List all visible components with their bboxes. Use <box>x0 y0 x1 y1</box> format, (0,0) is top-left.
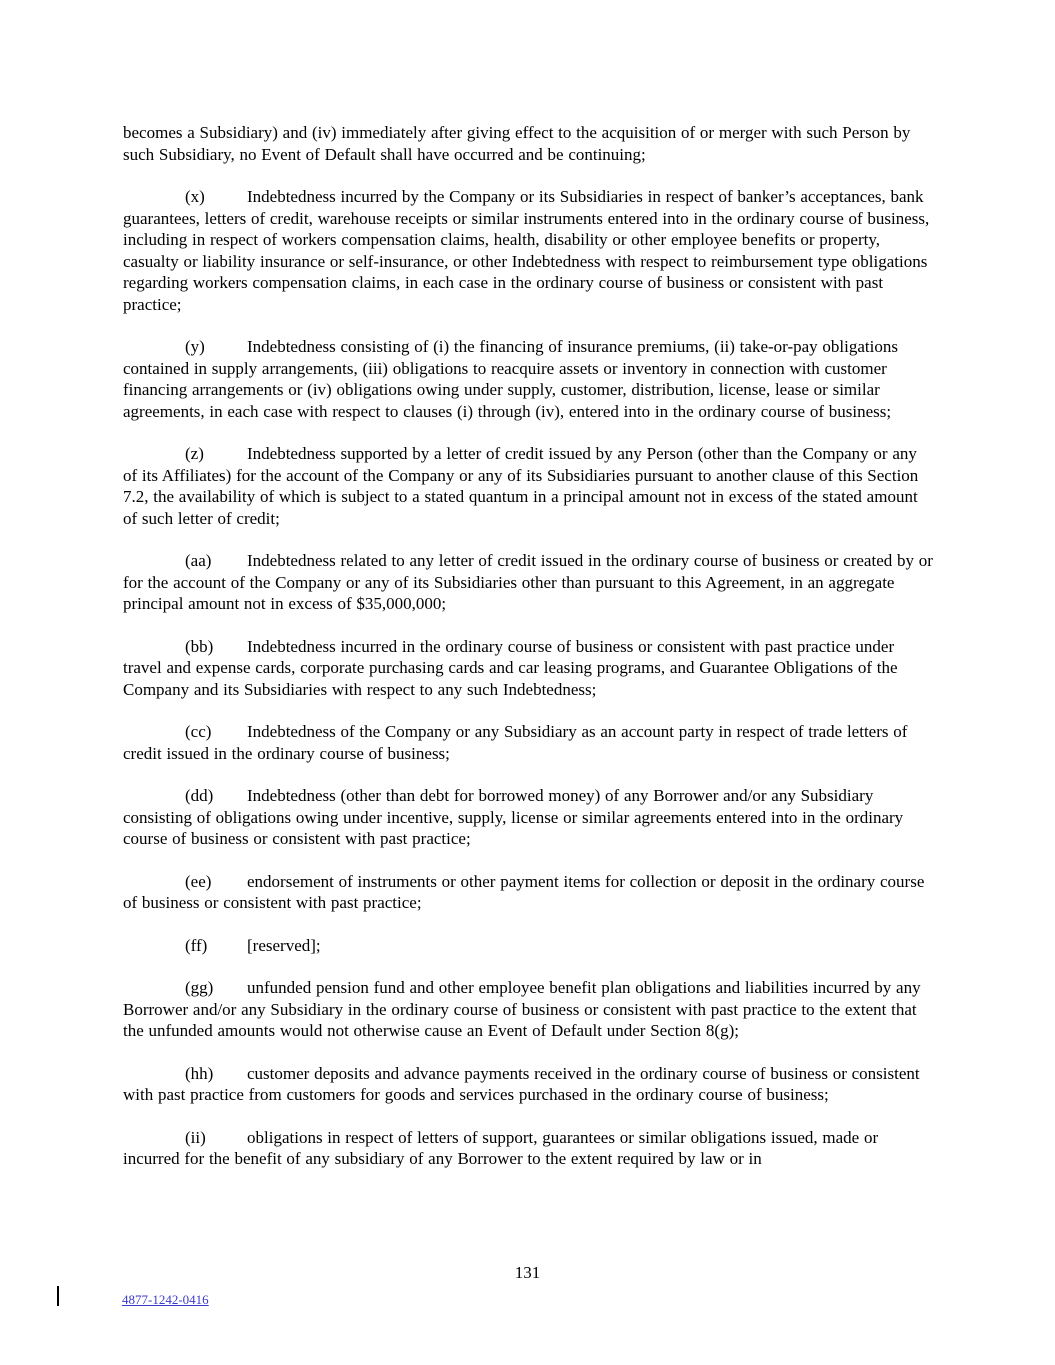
clause-label: (z) <box>185 444 204 463</box>
clause-label: (ee) <box>185 871 212 891</box>
clause-paragraph: (ee) endorsement of instruments or other payment items for collection or deposit in the ordinary course of business or consistent with past practice; <box>123 871 925 912</box>
clause-paragraph: (y) Indebtedness consisting of (i) the financing of insurance premiums, (ii) take-or-pay obligations contained in supply arrangements, (iii) obligations to reacquire assets or inventory in connection with customer financing arrangements or (iv) obligations owing under supply, customer, distribution, license, lease or similar agreements, in each case with respect to clauses (i) through (iv), entered into in the ordinary course of business; <box>123 337 898 421</box>
clause-label: (cc) <box>185 722 212 741</box>
clause-paragraph: (ii) obligations in respect of letters of support, guarantees or similar obligations issued, made or incurred for the benefit of any subsidiary of any Borrower to the extent required by law or in <box>123 1127 879 1168</box>
document-body <box>123 122 935 1170</box>
clause-label: (ff) <box>185 935 208 955</box>
clause-paragraph: (gg) unfunded pension fund and other employee benefit plan obligations and liabilities incurred by any Borrower and/or any Subsidiary in the ordinary course of business or consistent with past practice to the extent that the unfunded amounts would not otherwise cause an Event of Default under Section 8(g); <box>123 978 921 1040</box>
clause-label: (hh) <box>185 1063 214 1083</box>
clause-paragraph: (z) Indebtedness supported by a letter of credit issued by any Person (other than the Company or any of its Affiliates) for the account of the Company or any of its Subsidiaries pursuant to another clause of this Section 7.2, the availability of which is subject to a stated quantum in a principal amount not in excess of the stated amount of such letter of credit; <box>123 444 919 528</box>
clause-label: (aa) <box>185 551 212 570</box>
clause-paragraph: (bb) Indebtedness incurred in the ordinary course of business or consistent with past practice under travel and expense cards, corporate purchasing cards and car leasing programs, and Guarantee Obligations of the Company and its Subsidiaries with respect to any such Indebtedness; <box>123 636 898 699</box>
clause-paragraph: (cc) Indebtedness of the Company or any Subsidiary as an account party in respect of trade letters of credit issued in the ordinary course of business; <box>123 722 908 763</box>
clause-label: (dd) <box>185 786 214 805</box>
clause-label: (ii) <box>185 1127 206 1147</box>
clause-paragraph: (x) Indebtedness incurred by the Company or its Subsidiaries in respect of banker’s acceptances, bank guarantees, letters of credit, warehouse receipts or similar instruments entered into in the ordinary course of business, including in respect of workers compensation claims, health, disability or other employee benefits or property, casualty or liability insurance or self-insurance, or other Indebtedness with respect to reimbursement type obligations regarding workers compensation claims, in each case in the ordinary course of business or consistent with past practice; <box>123 187 930 314</box>
page-number: 131 <box>514 1263 541 1282</box>
clause-label: (y) <box>185 337 205 356</box>
clause-paragraph: (ff) [reserved]; <box>185 935 321 955</box>
revision-change-bar <box>57 1286 59 1306</box>
clause-paragraph: (hh) customer deposits and advance payments received in the ordinary course of business or consistent with past practice from customers for goods and services purchased in the ordinary course of business; <box>123 1063 920 1104</box>
clause-label: (x) <box>185 187 205 206</box>
clause-label: (bb) <box>185 636 214 656</box>
clause-label: (gg) <box>185 978 214 997</box>
clause-paragraph: (dd) Indebtedness (other than debt for borrowed money) of any Borrower and/or any Subsidiary consisting of obligations owing under incentive, supply, license or similar agreements entered into in the ordinary course of business or consistent with past practice; <box>123 786 904 848</box>
footer-reference-link[interactable]: 4877-1242-0416 <box>122 1292 209 1307</box>
clause-paragraph: (aa) Indebtedness related to any letter of credit issued in the ordinary course of business or created by or for the account of the Company or any of its Subsidiaries other than pursuant to this Agreement, in an aggregate principal amount not in excess of $35,000,000; <box>123 551 933 613</box>
continuation-paragraph: becomes a Subsidiary) and (iv) immediately after giving effect to the acquisition of or merger with such Person by such Subsidiary, no Event of Default shall have occurred and be continuing; <box>123 123 911 164</box>
